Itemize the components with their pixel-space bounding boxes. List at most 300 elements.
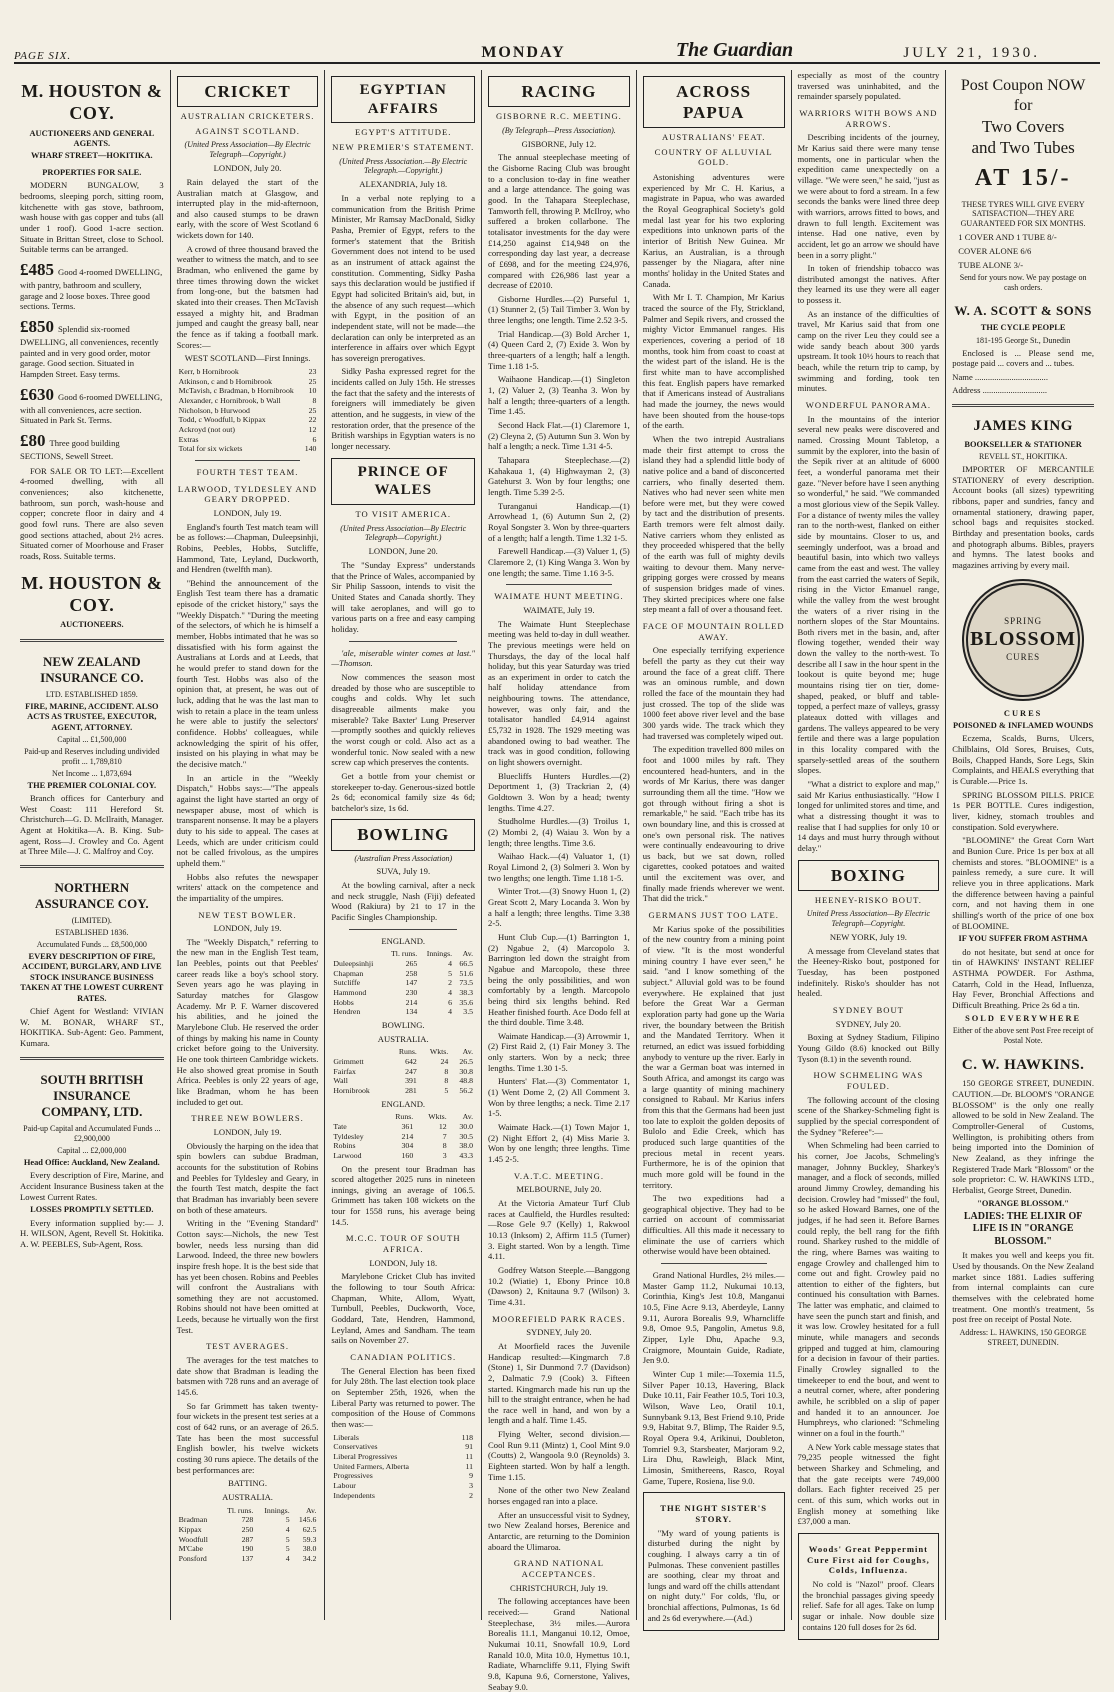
racing-para-7: Turanganui Handicap.—(1) Arrowhead 1, (6) Autumn Sun 2, (2) Royal Songster 3. Won by three-quarters of a length; half a length. Time 1.32 1-5.: [488, 500, 630, 543]
batting-england-cell: 230: [405, 988, 418, 998]
scorecard-row: [177, 396, 319, 406]
cricket-headline: CRICKET: [177, 76, 319, 107]
canadian-parties-cell: Conservatives: [333, 1442, 378, 1452]
nz-insurance-title: NEW ZEALAND INSURANCE CO.: [40, 653, 144, 685]
scorecard-cell: Total for six wickets: [178, 444, 243, 454]
scorecard-cell: 10: [308, 386, 317, 396]
cricket-para-5: In an article in the "Weekly Dispatch," Hobbs says:—"The appeals against the light have started an orgy of newspaper abuse, most of which is transparent nonsense. It may be a players duty to his side to appeal. The cases at Leeds, which are under criticism could not be called frivolous, as the umpires upheld them.": [176, 772, 319, 868]
egypt-credit: (United Press Association.—By Electric Telegraph.—Copyright.): [339, 156, 468, 176]
northern-assurance-est: ESTABLISHED 1836.: [55, 928, 129, 938]
waimate-para-6: Hunt Club Cup.—(1) Barrington 1, (2) Ngabue 2, (4) Marcopolo 3. Barrington led down the straight from Ngabue and Marcopolo, these three being the only possibilities, and won comfortably by a length. Marcopolo being third six lengths behind. Red Heather finished fourth. Ace Dodo fell at the third double. Time 3.48.: [488, 931, 630, 1028]
scorecard-row: [177, 406, 319, 416]
cricket-credit: (United Press Association—By Electric Telegraph—Copyright.): [184, 140, 311, 160]
batting-england-cell: 4: [448, 1007, 453, 1017]
waimate-para-7: Waimate Handicap.—(3) Arrowmir 1, (2) First Raid 2, (1) Fair Money 3. The only starters. Won by a neck; three lengths. Time 1.30 1-5.: [488, 1030, 630, 1073]
tyre-note: THESE TYRES WILL GIVE EVERY SATISFACTION—THEY ARE GUARANTEED FOR SIX MONTHS.: [960, 199, 1086, 229]
batting-australia-cell: 62.5: [302, 1524, 317, 1534]
waimate-para-8: Hunters' Flat.—(3) Commentator 1, (1) Went Dome 2, (2) All Comment 3. Won by three lengths; a neck. Time 2.17 1-5.: [488, 1076, 630, 1119]
boxing-para: A message from Cleveland states that the Heeney-Risko bout, postponed for Tuesday, has been postponed indefinitely. Risko's shoulder has not healed.: [797, 945, 940, 999]
south-british-info: Every information supplied by:— J. H. WILSON, Agent, Revell St. Hokitika. A. W. PEEBLES, Sub-Agent, Ross.: [20, 1217, 164, 1249]
batting-england-cell: 35.6: [459, 997, 474, 1007]
prince-para-1: The "Sunday Express" understands that the Prince of Wales, accompanied by Sir Philip Sassoon, intends to visit the United States and Canada shortly. They will take aeroplanes, and will go to various parts on a free and easy camping holiday.: [331, 560, 476, 634]
price-line-2: COVER ALONE 6/6: [958, 245, 1032, 256]
houston-address: WHARF STREET—HOKITIKA.: [31, 151, 153, 161]
papua-cont-para-5: "What a district to explore and map," said Mr Karius enthusiastically. "How I longed for unlimited stores and time, and what a distressing thought it was to realise that I had supplies for only 10 or 14 days and must hurry through without delay.": [797, 779, 940, 853]
seal-text-1: SPRING: [1004, 616, 1043, 627]
racing-headline: RACING: [488, 76, 630, 107]
two-tubes: and Two Tubes: [971, 137, 1075, 157]
scorecard-cell: Nicholson, b Hurwood: [178, 405, 250, 415]
waimate-para-4: Waihao Hack.—(4) Valuator 1, (1) Royal Limond 2, (3) Solmeri 3. Won by two lengths; one length. Time 1.18 1-5.: [488, 851, 630, 883]
canadian-parties-cell: Labour: [333, 1480, 356, 1490]
batting-england-cell: 2: [448, 978, 453, 988]
batting-england-cell: 4: [448, 988, 453, 998]
canadian-parties-cell: 2: [469, 1490, 474, 1500]
batting-australia-cell: 250: [241, 1524, 254, 1534]
column-ads: [14, 70, 171, 1620]
bowling-england-cell: 12: [438, 1121, 447, 1131]
ladies-para: It makes you well and keeps you fit. Used by thousands. On the New Zealand market since 1881. Ladies suffering from internal complaints can cure themselves with the celebrated home treatment. One month's treatment, 5s post free on receipt of Postal Note.: [952, 1250, 1094, 1325]
houston-title-2: M. HOUSTON & COY.: [21, 572, 163, 615]
batting-australia-cell: 287: [241, 1534, 254, 1544]
cricket-para-8: Obviously the harping on the idea that spin bowlers can subdue Bradman, accounts for the substitution of Robins and Peebles for Tyldesley and Geary, in the fourth Test match, despite the fact that Bradman has invariably been severe on both of these amateurs.: [176, 1140, 319, 1215]
batting-england-cell: Hammond: [333, 988, 367, 998]
moorefield-para-1: At Moorfield races the Juvenile Handicap resulted:—Kingmarch 7.8 (Stone) 1, Sir Dunmond 7.7 (Davidson) 2, Dalmatic 7.9 (Cook) 3. Fifteen started. Kingmarch made his run up the hill to the straight entrance, when he had the race well in hand, and won by a length and a half. Time 1.45.: [488, 1340, 630, 1426]
racing-para-1: The annual steeplechase meeting of the Gisborne Racing Club was brought to a conclusion to-day in fine weather and a large attendance. The going was good. In the Tahapara Steeplechase, Tamworth fell, throwing P. McIlroy, who suffered a broken collarbone. The totalisator investments for the day were £14,250 against £14,948 on the corresponding day last year, a decrease of £698, and for the meeting £24,976, compared with £26,986 last year a decrease of £2010.: [488, 152, 630, 291]
canadian-parties-row: [331, 1491, 475, 1501]
coupon-name: Name ..................................: [952, 371, 1048, 382]
bowling-australia-row: [331, 1067, 475, 1077]
james-king-title: JAMES KING: [973, 418, 1073, 435]
waimate-para-3: Studholme Hurdles.—(3) Troilus 1, (2) Mombi 2, (4) Waiau 3. Won by a length; three lengths. Time 3.6.: [488, 816, 630, 848]
bowling-england-row: [331, 1141, 475, 1151]
prince-credit: (United Press Association—By Electric Telegraph—Copyright.): [340, 523, 467, 543]
bowling-para: At the bowling carnival, after a neck and neck struggle, Nash (Fiji) defeated Wood (Rakiura) by 21 to 17 in the Pacific Singles Championship.: [331, 880, 476, 923]
scorecard-cell: 12: [308, 424, 317, 434]
fourth-test-heading: FOURTH TEST TEAM.: [196, 466, 299, 477]
scorecard-row: [177, 425, 319, 435]
egypt-subhead-2: NEW PREMIER'S STATEMENT.: [332, 141, 475, 152]
northern-assurance-funds: Accumulated Funds ... £8,500,000: [36, 940, 147, 950]
scorecard-table: [177, 367, 319, 454]
canadian-parties-cell: Liberals: [333, 1432, 359, 1442]
egypt-headline: EGYPTIAN AFFAIRS: [331, 76, 475, 123]
bowling-australia-cell: 48.8: [459, 1076, 474, 1086]
bowling-england-cell: 3: [442, 1150, 447, 1160]
face-of-mountain-heading: FACE OF MOUNTAIN ROLLED AWAY.: [642, 621, 785, 642]
northern-assurance-sub: (LIMITED).: [71, 916, 112, 926]
post-free-note: Either of the above sent Post Free receipt of Postal Note.: [952, 1026, 1094, 1045]
south-british-desc: Every description of Fire, Marine, and Accident Insurance Business taken at the Lowest Current Rates.: [20, 1170, 164, 1202]
bowling-australia-cell: 8: [444, 1076, 449, 1086]
scorecard-cell: Kerr, b Hornibrook: [178, 367, 239, 377]
moorefield-para-3: None of the other two New Zealand horses engaged ran into a place.: [488, 1485, 630, 1507]
scorecard-cell: Extras: [178, 434, 199, 444]
nz-insurance-sub: LTD. ESTABLISHED 1859.: [45, 689, 138, 699]
test-averages-heading: TEST AVERAGES.: [206, 1341, 289, 1352]
bowling-australia-row: [331, 1086, 475, 1096]
property-5: [20, 430, 164, 462]
advert-quote: 'ale, miserable winter comes at last." —Thomson.: [331, 647, 476, 669]
cricket-para-6: Hobbs also refutes the newspaper writers' attack on the competence and the impartiality of the umpires.: [176, 871, 319, 903]
batting-australia-cell: 137: [241, 1553, 254, 1563]
night-sister-ad: [643, 1492, 785, 1631]
batting-england-header: [331, 949, 383, 959]
woods-heading: Woods' Great Peppermint Cure First aid for Coughs, Colds, Influenza.: [806, 1543, 930, 1576]
canadian-parties-row: [331, 1433, 475, 1443]
batting-england-cell: 258: [405, 968, 418, 978]
nz-capital: Capital ... £1,500,000: [57, 735, 127, 745]
vatc-para-2: Godfrey Watson Steeple.—Banggong 10.2 (Wiatie) 1, Ebony Prince 10.8 (Dawson) 2, Knitauna 9.7 (Wilson) 3. Time 4.31.: [488, 1264, 630, 1307]
batting-australia-cell: 728: [241, 1515, 254, 1525]
cricket-para-9: Writing in the "Evening Standard" Cotton says:—Nichols, the new Test bowler, needs less nursing than did Larwood. Indeed, the three new bowlers inspire fresh hope. It is the best side that has yet been chosen. Robins and Peebles will confront the Australians with something they are not accustomed. Robins should not have been omitted at Leeds, because he virtually won the first Test.: [176, 1218, 319, 1335]
batting-australia-heading: AUSTRALIA.: [222, 1491, 273, 1502]
scott-address: 181-195 George St., Dunedin: [975, 335, 1071, 345]
batting-england-cell: 6: [448, 997, 453, 1007]
bowling-australia-header: Av.: [462, 1047, 474, 1057]
send-note: Send for yours now. We pay postage on cash orders.: [959, 273, 1087, 293]
papua-para-2: With Mr I. T. Champion, Mr Karius traced the source of the Fly, Strickland, Palmer and Sepik rivers, and crossed the mighty Victor Emmanuel ranges. His experiences, covering a period of 18 months, took him from coast to coast at the widest part of the island. He is the first white man to have accomplished this feat. English papers have remarked that if Americans instead of Australians had made the journey, the news would have been shouted from the house-tops of the earth.: [642, 292, 785, 431]
bowling-australia-cell: Fairfax: [333, 1066, 356, 1076]
batting-england-cell: Chapman: [333, 968, 364, 978]
cricket-para-2: A crowd of three thousand braved the weather to witness the match, and to see Bradman, who enlivened the game by three times throwing down the wicket from long-one, but the batsmen had skated into their creases. Then McTavish essayed a mighty hit, and Bradman jumped and caught the greasy ball, near the fence as if taking a football mark. Scores:—: [176, 243, 319, 350]
batting-england-cell: 147: [405, 978, 418, 988]
batting-australia-header: Innings.: [264, 1505, 290, 1515]
cricket-para-1: Rain delayed the start of the Australian match at Glasgow, and interrupted play in the mid-afternoon, and also caused stumps to be drawn early, with the score of West Scotland 6 wickets down for 140.: [176, 176, 319, 241]
canadian-parties-table: [331, 1433, 475, 1501]
sydney-bout-dateline: SYDNEY, July 20.: [835, 1018, 902, 1029]
property-2: [20, 259, 164, 312]
boxing-headline: BOXING: [798, 860, 940, 891]
batting-australia-cell: 59.3: [302, 1534, 317, 1544]
racing-para-4: Waihaone Handicap.—(1) Singleton 1, (2) Valuer 2, (3) Teanha 3. Won by half a length; three-quarters of a length. Time 1.45.: [488, 374, 630, 417]
bowling-australia-cell: 642: [405, 1056, 417, 1066]
night-sister-para: "My ward of young patients is disturbed during the night by coughing. I always carry a tin of Pulmonas. These convenient pastilles are soothing, clear my throat and lungs and ward off the chills attendant on night duty." For colds, 'flu, or bronchial affections, Pulmonas, 1s 6d and 2s 6d everywhere.—(Ad.): [647, 1527, 780, 1623]
grand-national-heading: GRAND NATIONAL ACCEPTANCES.: [513, 1558, 604, 1580]
scorecard-cell: Ackroyd (not out): [178, 424, 235, 434]
batting-australia-header: Av.: [305, 1505, 317, 1515]
waimate-dateline: WAIMATE, July 19.: [523, 604, 595, 615]
james-king-address: REVELL ST., HOKITIKA.: [979, 452, 1068, 462]
waimate-heading: WAIMATE HUNT MEETING.: [494, 591, 624, 602]
winter-cup: Winter Cup 1 mile:—Toxemia 11.5, Silver Paper 10.13, Havering, Black Duke 10.11, Fair Feather 10.5, Tori 10.3, Wilson, Wave Leo, Oratil 10.1, Sunnybank 9.13, Best Friend 9.10, Pride 9.9, Habitat 9.7, Blimp, The Raider 9.5, Royal Opera 9.4, Arikinui, Doubleton, Tomriel 9.3, Starsbeater, Marjoram 9.2, Lira Dhu, Rawleigh, Black Mint, Limosin, Smithereens, Rasco, Royal Game, Tupere, Rosiena, lise 9.0.: [642, 1369, 785, 1486]
batting-england-cell: 73.5: [459, 978, 474, 988]
batting-england-row: [331, 959, 475, 969]
page-number: PAGE SIX.: [14, 50, 72, 62]
hawkins-address: Address: L. HAWKINS, 150 GEORGE STREET, DUNEDIN.: [959, 1327, 1087, 1347]
nz-income: Net Income ... 1,873,694: [52, 768, 132, 778]
batting-england-row: [331, 988, 475, 998]
bowling-australia-heading: AUSTRALIA.: [377, 1033, 429, 1044]
columns: [14, 70, 1100, 1692]
column-boxing: [792, 70, 947, 1632]
batting-england-header: Innings.: [426, 949, 453, 959]
bowling-england-cell: 304: [401, 1141, 414, 1151]
bowling-england-cell: 30.5: [459, 1131, 474, 1141]
canadian-parties-cell: 11: [465, 1461, 474, 1471]
south-british-title: SOUTH BRITISH INSURANCE COMPANY, LTD.: [40, 1071, 144, 1119]
bowling-australia-cell: Hornibrook: [333, 1085, 370, 1095]
papua-subhead-2: COUNTRY OF ALLUVIAL GOLD.: [654, 146, 773, 168]
batting-australia-row: [177, 1544, 319, 1554]
batting-england-row: [331, 978, 475, 988]
asthma-heading: IF YOU SUFFER FROM ASTHMA: [958, 934, 1088, 944]
cricket-para-3: England's fourth Test match team will be as follows:—Chapman, Duleepsinhji, Robins, Peebles, Hobbs, Sutcliffe, Hammond, Tate, Leyland, Duckworth, and Hendren (twelfth man).: [176, 521, 319, 575]
tyre-price: AT 15/-: [974, 164, 1072, 191]
bowling-australia-cell: 5: [444, 1085, 449, 1095]
prince-headline: PRINCE OF WALES: [331, 458, 475, 505]
scorecard-row: [177, 415, 319, 425]
batting-australia-header: [177, 1506, 218, 1516]
waimate-para-5: Winter Trot.—(3) Snowy Huon 1, (2) Great Scott 2, Mary Locanda 3. Won by a half a length; three lengths. Time 3.38 2-5.: [488, 886, 630, 929]
racing-para-2: Gisborne Hurdles.—(2) Purseful 1, (1) Stunner 2, (5) Tail Timber 3. Won by three lengths; one length. Time 2.52 3-5.: [488, 293, 630, 326]
sydney-bout-para: Boxing at Sydney Stadium, Filipino Young Gildo (8.6) knocked out Billy Tyson (8.1) in the seventh round.: [797, 1032, 940, 1064]
nz-colonial: THE PREMIER COLONIAL COY.: [27, 780, 157, 790]
three-new-bowlers-heading: THREE NEW BOWLERS.: [191, 1113, 304, 1124]
scorecard-row: [177, 386, 319, 396]
canadian-parties-cell: 3: [469, 1480, 474, 1490]
batting-england-cell: 51.6: [459, 968, 474, 978]
bowling-australia-header: Wkts.: [429, 1047, 449, 1057]
moorefield-heading: MOOREFIELD PARK RACES.: [492, 1313, 626, 1324]
bowling-england-cell: Tyldesley: [333, 1131, 364, 1141]
racing-para-8: Farewell Handicap.—(3) Valuer 1, (5) Claremore 2, (1) King Wanga 3. Won by one length; the same. Time 1.16 3-5.: [488, 546, 630, 578]
scorecard-row: [177, 367, 319, 377]
schmeling-heading: HOW SCHMELING WAS FOULED.: [813, 1070, 924, 1092]
waimate-para-9: Waimate Hack.—(1) Town Major 1, (2) Night Effort 2, (4) Miss Marie 3. Won by one length; three lengths. Time 1.45 2-5.: [488, 1122, 630, 1165]
south-british-capital-1: Paid-up Capital and Accumulated Funds ... £2,900,000: [23, 1124, 161, 1144]
racing-dateline-1: GISBORNE, July 12.: [521, 138, 597, 149]
racing-para-6: Tahapara Steeplechase.—(2) Kahakaua 1, (4) Highwayman 2, (3) Gatehurst 3. Won by four lengths; one length. Time 5.39 2-5.: [488, 455, 630, 497]
bowling-australia-row: [331, 1076, 475, 1086]
canadian-politics-para: The General Election has been fixed for July 28th. The last election took place on September 25th, 1926, when the Liberal Party was returned to power. The composition of the House of Commons then was:—: [331, 1365, 476, 1429]
mcc-heading: M.C.C. TOUR OF SOUTH AFRICA.: [345, 1233, 461, 1255]
batting-australia-cell: 5: [285, 1544, 290, 1554]
scorecard-cell: Atkinson, c and b Hornibrook: [178, 376, 272, 386]
bowling-australia-cell: 24: [440, 1056, 449, 1066]
coupon-enclosed: Enclosed is ... Please send me, postage paid ... covers and ... tubes.: [952, 347, 1094, 369]
batting-england-cell: Duleepsinhji: [333, 959, 374, 969]
schmeling-para-2: When Schmeling had been carried to his corner, Joe Jacobs, Schmeling's manager, Johnny Buckley, Sharkey's manager, and a flock of seconds, milled around Jimmy Crowley, demanding his decision. Crowley had "missed" the foul, so he asked Howard Barnes, one of the judges, if he had seen it. Before Barnes could reply, the bell rang for the fifth round. Sharkey rushed to the middle of the ring, where Barnes was waiting to engage Crowley and challenged him to come out and fight. Crowley paid no attention to either of the fighters, but continued his consultation with Barnes. The latter was emphatic, and claimed to have seen the punch start and finish, and it was low. Crowley hesitated for a full minute, while managers and seconds gripped and tugged at him, clamouring for a decision in favour of their parties. Finally Crowley signalled to the timekeeper to end the bout, and went to a neutral corner, where, after pondering awhile, he scribbled on a slip of paper and handed it to an announcer. Joe Humphreys, who clarioned: "Schmeling winner on a foul in the fourth.": [797, 1140, 940, 1439]
bowling-england-row: [331, 1151, 475, 1161]
james-king-para: IMPORTER OF MERCANTILE STATIONERY of every description. Account books (all sizes) typewriting ribbons, paper and sundries, fancy and ornamental stationery, drawing paper, school bags and requisites stocked. Birthday and presentation books, cards and photograph albums. Bibles, prayers and hymns. The latest books and magazines arriving by every mail.: [952, 464, 1094, 570]
scorecard-heading: WEST SCOTLAND—First Innings.: [184, 353, 311, 364]
column-racing: [482, 70, 637, 1692]
egypt-subhead: EGYPT'S ATTITUDE.: [355, 127, 452, 138]
bowling-england-table: [331, 1112, 475, 1160]
coupon-heading: Post Coupon NOW for: [960, 77, 1086, 114]
batting-england-cell: 4: [448, 959, 453, 969]
cricket-para-4: "Behind the announcement of the English Test team there has a dramatic episode of the cricket history," says the "Weekly Dispatch." "During the meeting of the selectors, of which he is himself a member, Hobbs intimated that he was so dissatisfied with his form against the Australians at Lords and at Leeds, that he would prefer to stand down for the fourth Test. Hobbs was also of the opinion that, at present, he was out of luck, adding that he was the last man to wish to retain a place in the team unless he were able to justify the selectors' confidence. Hobbs' colleagues, while acknowledging the spirit of his offer, insisted on his playing in what may be the decisive match.": [176, 577, 319, 769]
batting-australia-row: [177, 1515, 319, 1525]
canadian-parties-row: [331, 1462, 475, 1472]
moorefield-dateline: SYDNEY, July 20.: [526, 1327, 592, 1338]
papua-cont-para-3: As an instance of the difficulties of travel, Mr Karius said that from one camp on the river Leu they could see a wide sandy beach about 300 yards upstream. It took 10½ hours to reach that beach, while the return trip to camp, by swimming and fording, took ten minutes.: [797, 308, 940, 394]
canadian-parties-cell: 9: [469, 1471, 474, 1481]
scorecard-cell: 8: [312, 395, 317, 405]
batting-australia-cell: 5: [285, 1534, 290, 1544]
batting-australia-cell: 5: [285, 1515, 290, 1525]
batting-england-row: [331, 998, 475, 1008]
column-ads-right: [946, 70, 1100, 1620]
woods-para: No cold is "Nazol" proof. Clears the bronchial passages giving speedy relief. Safe for all ages. Take on lump sugar or inhale. Now double size contains 120 full doses for 2s 6d.: [802, 1578, 935, 1632]
bowling-england-cell: Robins: [333, 1141, 356, 1151]
south-british-capital-2: Capital ... £2,000,000: [57, 1145, 127, 1155]
batting-england-cell: 5: [448, 968, 453, 978]
batting-england-cell: 214: [405, 997, 418, 1007]
bowling-england-cell: 160: [401, 1150, 414, 1160]
scorecard-row: [177, 435, 319, 445]
coupon-address: Address ..............................: [952, 385, 1048, 396]
bowling-australia-cell: 281: [405, 1085, 417, 1095]
bowling-australia-cell: 8: [444, 1066, 449, 1076]
canadian-parties-cell: 118: [461, 1432, 474, 1442]
batting-australia-header: Tl. runs.: [227, 1505, 254, 1515]
boxing-dateline: NEW YORK, July 19.: [829, 932, 907, 943]
papua-para-1: Astonishing adventures were experienced by Mr C. H. Karius, a magistrate in Papua, who was awarded the Royal Geographical Society's gold medal last year for his two exploring expeditions into unknown parts of the interior of British New Guinea. Mr Karius, an Australian, is a through passenger by the Niagara, after nine months' holiday in the United States and Canada.: [642, 172, 785, 289]
batting-england-cell: 265: [405, 959, 418, 969]
orange-blossom: "ORANGE BLOSSOM.": [977, 1198, 1069, 1208]
batting-australia-cell: Ponsford: [178, 1553, 207, 1563]
papua-cont-para-1: Describing incidents of the journey, Mr Karius said there were many tense moments, one in particular when the expedition came unexpectedly on a village. "We were seen," he said, "just as we were about to ford a stream. In a few seconds the banks were lined three deep with warriors, arrows fitted to bows, and drawn to full length. Excitement was intense. Had one native, even by accident, let go an arrow we should have been in a sorry plight.": [797, 132, 940, 260]
batting-australia-table: [177, 1506, 319, 1564]
property-2-price: £485: [20, 259, 54, 279]
prince-dateline: LONDON, June 20.: [368, 546, 438, 557]
pills-para: SPRING BLOSSOM PILLS. PRICE 1s PER BOTTLE. Cures indigestion, liver, kidney, stomach troubles and constipation. Sold everywhere.: [952, 789, 1094, 832]
scorecard-cell: McTavish, c Bradman, b Hornibrook: [178, 386, 294, 396]
south-british-losses: LOSSES PROMPTLY SETTLED.: [30, 1205, 154, 1215]
cricket-subhead-2: AGAINST SCOTLAND.: [195, 125, 300, 136]
schmeling-para-3: A New York cable message states that 79,235 people witnessed the fight between Sharkey and Schmeling, and that the gate receipts were 749,000 dollars. Each fighter received 25 per cent. of this sum, which works out in English money at something like £37,000 a man.: [797, 1441, 940, 1527]
property-3: [20, 316, 164, 380]
waimate-para-1: The Waimate Hunt Steeplechase meeting was held to-day in dull weather. The previous meetings were held on Thursdays, the day of the local half holiday, but this year Saturday was tried as an experiment in order to catch the half holiday attendance from neighbouring towns. The attendance, however, was only fair, and the totalisator handled £4,914 against £5,732 in 1928. The 1929 meeting was abandoned owing to bad weather. The track was in good condition, following on light showers overnight.: [488, 618, 630, 768]
cures-heading: CURES: [1003, 708, 1043, 718]
vatc-dateline: MELBOURNE, July 20.: [516, 1184, 602, 1195]
woods-ad: [798, 1533, 940, 1640]
nz-paid-up: Paid-up and Reserves including undivided profit ... 1,789,810: [24, 747, 160, 766]
asthma-para: do not hesitate, but send at once for tin of HAWKINS' INSTANT RELIEF ASTHMA POWDER. For Asthma, Catarrh, Cold in the Head, Influenza, Hay Fever, Bronchial Affections and Difficult Breathing. Price 2s 6d a tin.: [952, 946, 1094, 1010]
column-cricket: [171, 70, 326, 1620]
bowling-australia-cell: 56.2: [459, 1085, 474, 1095]
bowling-england-cell: 38.0: [459, 1141, 474, 1151]
cricket-para-10: The averages for the test matches to date show that Bradman is leading the batsmen with 728 runs and an average of 145.6.: [176, 1355, 319, 1398]
scorecard-row: [177, 377, 319, 387]
scorecard-cell: 140: [304, 444, 317, 454]
scorecard-row: [177, 444, 319, 454]
masthead: [14, 40, 1100, 64]
property-6: FOR SALE OR TO LET:—Excellent 4-roomed dwelling, with all conveniences; also kitchenette, bathroom, sun porch, wash-house and copper; concrete floor in dairy and 4 good fowl runs. There are also seven good sections attached, about 2½ acres. Situated corner of Moorhouse and Fraser roads, Ross. Suitable terms.: [20, 465, 164, 562]
batting-australia-cell: 190: [241, 1544, 254, 1554]
property-5-price: £80: [20, 431, 46, 451]
batting-heading: BATTING.: [228, 1478, 267, 1489]
papua-subhead: AUSTRALIANS' FEAT.: [661, 132, 766, 143]
south-british-office: Head Office: Auckland, New Zealand.: [23, 1157, 160, 1167]
scorecard-cell: 6: [312, 434, 317, 444]
canadian-parties-cell: Progressives: [333, 1471, 373, 1481]
mcc-dateline: LONDON, July 18.: [369, 1257, 438, 1268]
bowling-averages-heading: BOWLING.: [381, 1019, 425, 1030]
batting-england-cell: Hendren: [333, 1007, 361, 1017]
batting-england-header: Av.: [462, 949, 474, 959]
bowling-england-cell: 43.3: [459, 1150, 474, 1160]
advert-para-2: Get a bottle from your chemist or storekeeper to-day. Generous-sized bottle 2s 6d; economical family size 4s 6d; batchelor's size, 1s 6d.: [331, 770, 476, 813]
batting-england-row: [331, 1007, 475, 1017]
moorefield-para-2: Flying Welter, second division.—Cool Run 9.11 (Mintz) 1, Cool Mint 9.0 (Coutts) 2, Wangoola 9.0 (Reynolds) 3. Eighteen started. Won by half a length. Time 1.15.: [488, 1429, 630, 1482]
batting-england-row: [331, 969, 475, 979]
papua-cont-para-4: In the mountains of the interior several new peaks were discovered and named. Crossing Mount Tabletop, a summit by the explorer, into the basin of the Sepik river at an altitude of 6000 feet, a wonderful panorama met their gaze. "Never before have I seen anything so wonderful," he said. "We commanded a most glorious view of the Sepik Valley. For a distance of twenty miles the valley ran to the north-west, flanked on either side by mountains. Closer to us, and seemingly underfoot, was a broad and beautiful basin, into which two valleys came from the east and west. The valley from the east carried the waters of Sepik, rising in the Victor Emanuel range, while the valley from the west brought the waters of a river rising in the northern slopes of the Star Mountains. Both rivers met in the basin, and, after flowing together, wended their way down the valley to the north-west. To describe all I saw in the hour spent in the lookout is quite beyond me; huge mountains rising tier on tier, dome-shaped, peaked, or bluff and table-topped, a perfect maze of valleys, grassy plateaux dotted with villages and gardens. The valleys appeared to be very fertile and there was a large population in this locality compared with the sparsely-settled areas of the southern slopes.: [797, 413, 940, 776]
batting-australia-cell: M'Cabe: [178, 1544, 204, 1554]
scorecard-cell: 22: [308, 415, 317, 425]
warriors-heading: WARRIORS WITH BOWS AND ARROWS.: [799, 107, 938, 129]
papua-para-4: One especially terrifying experience befell the party as they cut their way around the face of a great cliff. There was an ominous rumble, and down rolled the face of the mountain they had just crossed. The top of the slide was 1000 feet above river level and the base 300 yards wide. The track which they had traversed was completely wiped out.: [642, 645, 785, 741]
two-covers: Two Covers: [981, 116, 1065, 136]
batting-england-cell: 66.5: [459, 959, 474, 969]
egypt-para-1: In a verbal note replying to a communication from the British Prime Minister, Mr Ramsay MacDonald, Sidky Pasha, Premier of Egypt, refers to the former's statement that the British Government does not intend to be used as an instrument of attack against the constitution. Commenting, Sidky Pasha says this declaration would be justified if Egypt had solicited Britain's aid, but, in the absence of any such request—which with Egypt, in the position of an independent state, will not be made—the declaration can only be interpreted as an interference in affairs over which Egypt has sovereign prerogatives.: [331, 192, 476, 363]
batting-england-header: Tl. runs.: [391, 949, 418, 959]
property-4-price: £630: [20, 384, 54, 404]
bowling-england-header: Wkts.: [428, 1112, 447, 1122]
northern-assurance-desc: EVERY DESCRIPTION OF FIRE, ACCIDENT, BURGLARY, AND LIVE STOCK INSURANCE BUSINESS TAKEN AT THE LOWEST CURRENT RATES.: [20, 952, 164, 1003]
canadian-parties-cell: Independents: [333, 1490, 375, 1500]
property-1: MODERN BUNGALOW, 3 bedrooms, sleeping porch, sitting room, kitchenette with gas stove, bathroom, wash house with gas copper and tubs (all under 1 roof). Good 1-acre section. Situate in Brittan Street, close to School. Suitable terms can be arranged.: [20, 180, 164, 255]
column-egypt: [325, 70, 482, 1620]
mcc-para: Marylebone Cricket Club has invited the following to tour South Africa: Chapman, White, Allom, Wyatt, Turnbull, Peebles, Duckworth, Voce, Goddard, Tate, Hendren, Hammond, Leyland, Ames and Sandham. The team sails on November 27.: [331, 1271, 476, 1346]
bowling-australia-cell: 247: [405, 1066, 417, 1076]
price-line-1: 1 COVER AND 1 TUBE 8/-: [958, 232, 1057, 243]
ladies-heading: LADIES: THE ELIXIR OF LIFE IS IN "ORANGE BLOSSOM.": [963, 1211, 1083, 1247]
masthead-day: MONDAY: [481, 44, 566, 61]
property-4-text: Good 6-roomed DWELLING, with all conveniences, acre section. Situated in Park St. Terms.: [20, 391, 163, 426]
grand-national-hurdles: Grand National Hurdles, 2½ miles.— Master Gamp 11.2, Nukumai 10.13, Corinthia, King's Jest 10.8, Manganui 10.5, Fine Acre 9.13, Aberdeyle, Lanny 9.11, Aurora Borealis 9.9, Wharncliffe 9.8, Omoe 9.5, Pangolin, Ametus 9.8, Zipper, Lyle Dhu, Apache 9.3, Craigmore, Mountain Guide, Radiate, Jen 9.0.: [642, 1270, 785, 1366]
batting-england-table: [331, 949, 475, 1017]
northern-assurance-title: NORTHERN ASSURANCE COY.: [35, 880, 149, 912]
papua-para-5: The expedition travelled 800 miles on foot and 1000 miles by raft. They encountered head-hunters, and in the words of Mr Karius, there was danger surrounding them all the time. "How we got through without firing a shot is remarkable," he said. "Each tribe has its own boundary line, and this is crossed at one's own personal risk. The natives were continually endeavouring to drive us back, but we sat down, rolled cigarettes, cooked potatoes and waited until the excitement was over, and finally made friends wherever we went. That did the trick.": [642, 744, 785, 904]
sold-everywhere: SOLD EVERYWHERE: [965, 1013, 1082, 1023]
cricket-dateline-3: LONDON, July 19.: [213, 923, 282, 934]
batting-australia-cell: Bradman: [178, 1515, 208, 1525]
canadian-parties-cell: Liberal Progressives: [333, 1451, 398, 1461]
cricket-dateline-4: LONDON, July 19.: [213, 1126, 282, 1137]
tour-summary-para: On the present tour Bradman has scored altogether 2025 runs in nineteen innings, giving an average of 106.5. Grimmett has taken 108 wickets on the tour for 1558 runs, his average being 14.5.: [331, 1163, 476, 1227]
new-test-bowler-heading: NEW TEST BOWLER.: [198, 909, 297, 920]
cricket-para-7: The "Weekly Dispatch," referring to the new man in the English Test team, Ian Peebles, points out that Peebles' career reads like a boy's school story. Seven years ago he was playing in Saturday matches for Glasgow Academy. Mr P. F. Warner discovered his abilities, and he joined the Marylebone Club. He reserved the order of things by making his name in County cricket before going to the University. He one took thirteen Cambridge wickets. He also showed great promise in South Africa. Peebles is only 22 years of age, like Bradman, whom he has been included to get out.: [176, 936, 319, 1107]
paper-title: The Guardian: [675, 39, 794, 61]
batting-england-cell: 38.3: [459, 988, 474, 998]
racing-para-5: Second Hack Flat.—(1) Claremore 1, (2) Cleyna 2, (5) Autumn Sun 3. Won by half a length; a neck. Time 1.31 4-5.: [488, 420, 630, 452]
bowling-england-cell: 361: [401, 1121, 414, 1131]
property-4: [20, 384, 164, 426]
scorecard-cell: Alexander, c Hornibrook, b Wall: [178, 395, 281, 405]
batting-england-cell: Sutcliffe: [333, 978, 361, 988]
bowling-australia-header: Runs.: [398, 1047, 417, 1057]
racing-subhead: GISBORNE R.C. MEETING.: [495, 111, 622, 122]
batting-england-cell: 3.5: [463, 1007, 474, 1017]
batting-england-heading: ENGLAND.: [381, 935, 426, 946]
bowling-australia-cell: 26.5: [459, 1056, 474, 1066]
scott-sub: THE CYCLE PEOPLE: [980, 323, 1066, 333]
seal-text-2: BLOSSOM: [970, 628, 1077, 651]
night-sister-heading: THE NIGHT SISTER'S STORY.: [660, 1503, 767, 1524]
batting-england-cell: 134: [405, 1007, 418, 1017]
bowling-australia-table: [331, 1047, 475, 1095]
canadian-politics-heading: CANADIAN POLITICS.: [350, 1352, 457, 1363]
houston-sub: AUCTIONEERS AND GENERAL AGENTS.: [29, 128, 155, 149]
bowling-england-row: [331, 1132, 475, 1142]
scorecard-cell: 25: [308, 405, 317, 415]
canadian-parties-cell: 11: [465, 1451, 474, 1461]
bowling-australia-row: [331, 1057, 475, 1067]
property-3-text: Splendid six-roomed DWELLING, all conveniences, recently painted and in very good order, motor garage. Good section. Situated in Hampden Street. Easy terms.: [20, 323, 159, 379]
